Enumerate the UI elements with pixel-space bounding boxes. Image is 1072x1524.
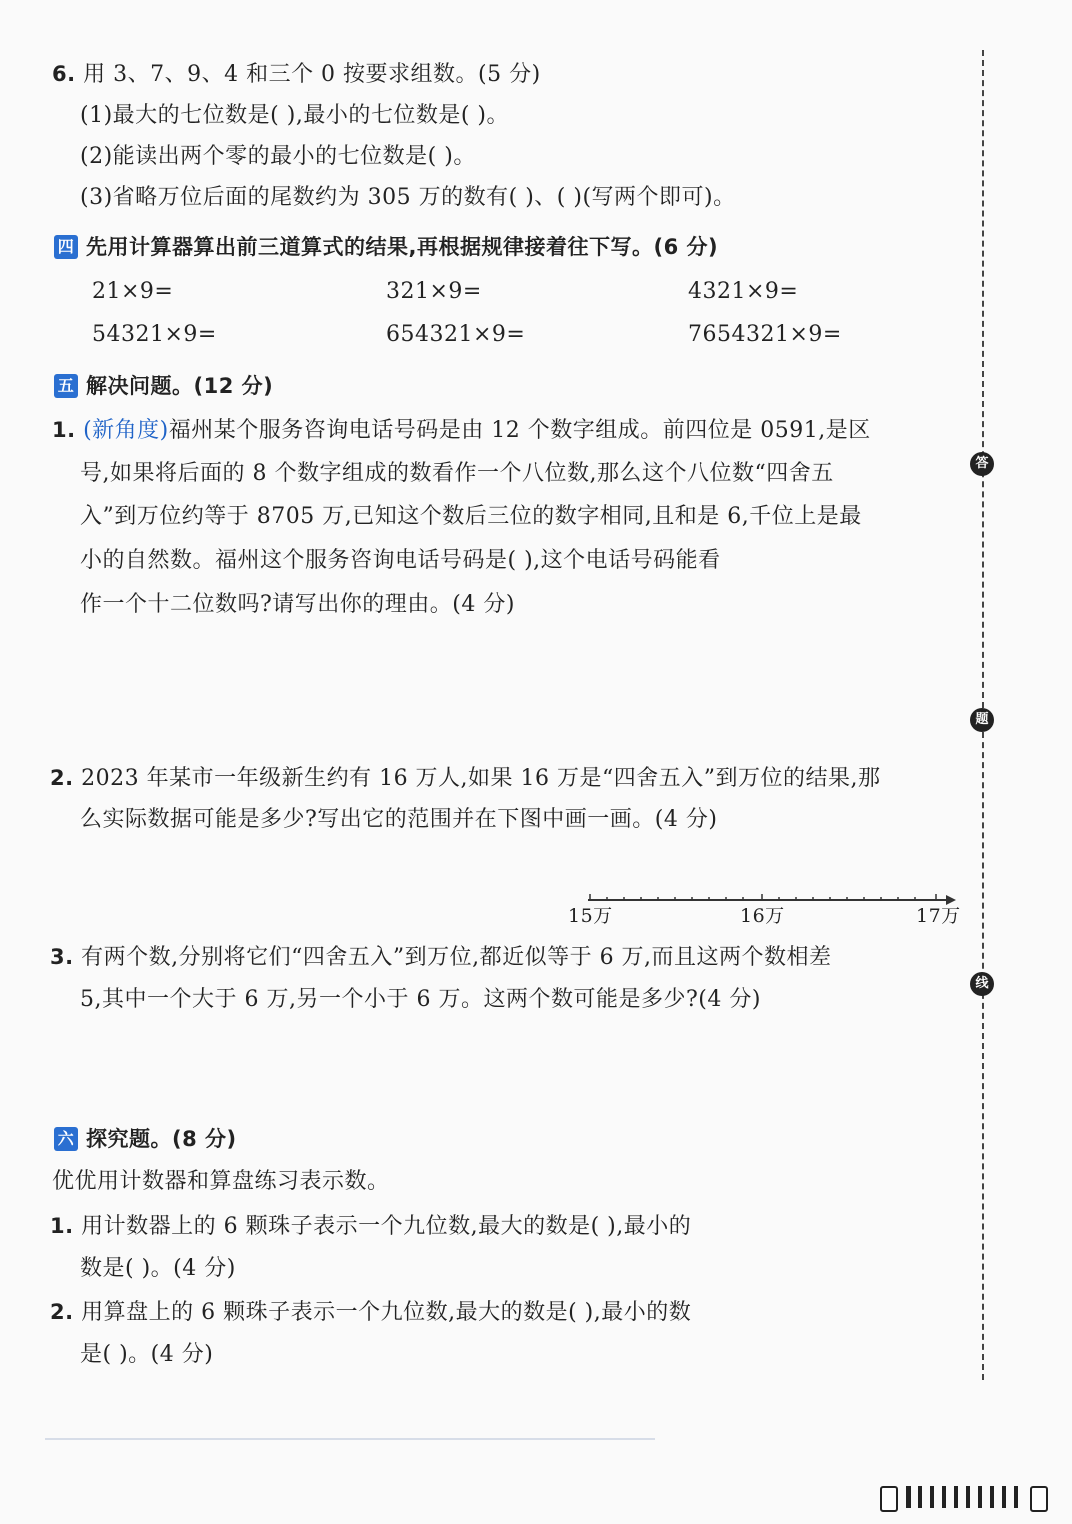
s5-q2-text1: 2023 年某市一年级新生约有 16 万人,如果 16 万是“四舍五入”到万位的结果,那 — [81, 766, 881, 791]
section-4-badge: 四 — [54, 235, 78, 259]
s5-q1-line3: 入”到万位约等于 8705 万,已知这个数后三位的数字相同,且和是 6,千位上是最 — [80, 504, 862, 529]
s5-q1-number: 1. — [52, 418, 76, 442]
s6-q1-line1 — [50, 1212, 691, 1241]
s6-q1-text1: 用计数器上的 6 颗珠子表示一个九位数,最大的数是( ),最小的 — [81, 1214, 692, 1239]
section-6-heading — [54, 1125, 237, 1153]
s6-q2-number: 2. — [50, 1300, 74, 1324]
section-5-title: 解决问题。(12 分) — [86, 374, 274, 398]
expr-6: 7654321×9= — [688, 322, 842, 347]
axis-label-16: 16万 — [740, 905, 785, 927]
s5-q3-line2: 5,其中一个大于 6 万,另一个小于 6 万。这两个数可能是多少?(4 分) — [80, 987, 761, 1012]
axis-label-15: 15万 — [568, 905, 613, 927]
s6-q1-number: 1. — [50, 1214, 74, 1238]
axis-label-17: 17万 — [916, 905, 961, 927]
expr-2: 321×9= — [386, 279, 482, 304]
expr-5: 654321×9= — [386, 322, 526, 347]
s5-q3-number: 3. — [50, 945, 74, 969]
s6-q2-line2: 是( )。(4 分) — [80, 1342, 214, 1367]
bottom-rule — [45, 1438, 655, 1440]
s6-q2-text1: 用算盘上的 6 颗珠子表示一个九位数,最大的数是( ),最小的数 — [81, 1300, 692, 1325]
margin-mark-question: 题 — [970, 708, 994, 732]
s5-q2-line1 — [50, 764, 881, 793]
section-6-badge: 六 — [54, 1127, 78, 1151]
s5-q3-text1: 有两个数,分别将它们“四舍五入”到万位,都近似等于 6 万,而且这两个数相差 — [81, 945, 832, 970]
q6-number: 6. — [52, 62, 76, 86]
s5-q2-number: 2. — [50, 766, 74, 790]
q6-title: 用 3、7、9、4 和三个 0 按要求组数。(5 分) — [83, 62, 541, 87]
s6-intro: 优优用计数器和算盘练习表示数。 — [52, 1169, 390, 1194]
section-4-title: 先用计算器算出前三道算式的结果,再根据规律接着往下写。(6 分) — [86, 235, 719, 259]
s5-q1-line2: 号,如果将后面的 8 个数字组成的数看作一个八位数,那么这个八位数“四舍五 — [80, 461, 834, 486]
section-6-title: 探究题。(8 分) — [86, 1127, 237, 1151]
s5-q1-line4: 小的自然数。福州这个服务咨询电话号码是( ),这个电话号码能看 — [80, 548, 721, 573]
expr-4: 54321×9= — [92, 322, 217, 347]
q6-part2: (2)能读出两个零的最小的七位数是( )。 — [80, 144, 476, 169]
s5-q1-tag: (新角度) — [83, 418, 169, 443]
s5-q3-line1 — [50, 943, 832, 972]
s5-q1-line1 — [52, 416, 871, 445]
s6-q1-line2: 数是( )。(4 分) — [80, 1256, 236, 1281]
s5-q1-line5: 作一个十二位数吗?请写出你的理由。(4 分) — [80, 592, 515, 617]
s5-q1-text1: 福州某个服务咨询电话号码是由 12 个数字组成。前四位是 0591,是区 — [168, 418, 871, 443]
expr-1: 21×9= — [92, 279, 174, 304]
expr-3: 4321×9= — [688, 279, 799, 304]
section-5-heading — [54, 372, 273, 400]
section-4-heading — [54, 233, 718, 261]
q6-title-line — [52, 60, 541, 89]
q6-part1: (1)最大的七位数是( ),最小的七位数是( )。 — [80, 103, 509, 128]
margin-mark-answer: 答 — [970, 452, 994, 476]
s6-q2-line1 — [50, 1298, 691, 1327]
s5-q2-line2: 么实际数据可能是多少?写出它的范围并在下图中画一画。(4 分) — [80, 807, 718, 832]
margin-mark-line: 线 — [970, 972, 994, 996]
section-5-badge: 五 — [54, 374, 78, 398]
q6-part3: (3)省略万位后面的尾数约为 305 万的数有( )、( )(写两个即可)。 — [80, 185, 736, 210]
